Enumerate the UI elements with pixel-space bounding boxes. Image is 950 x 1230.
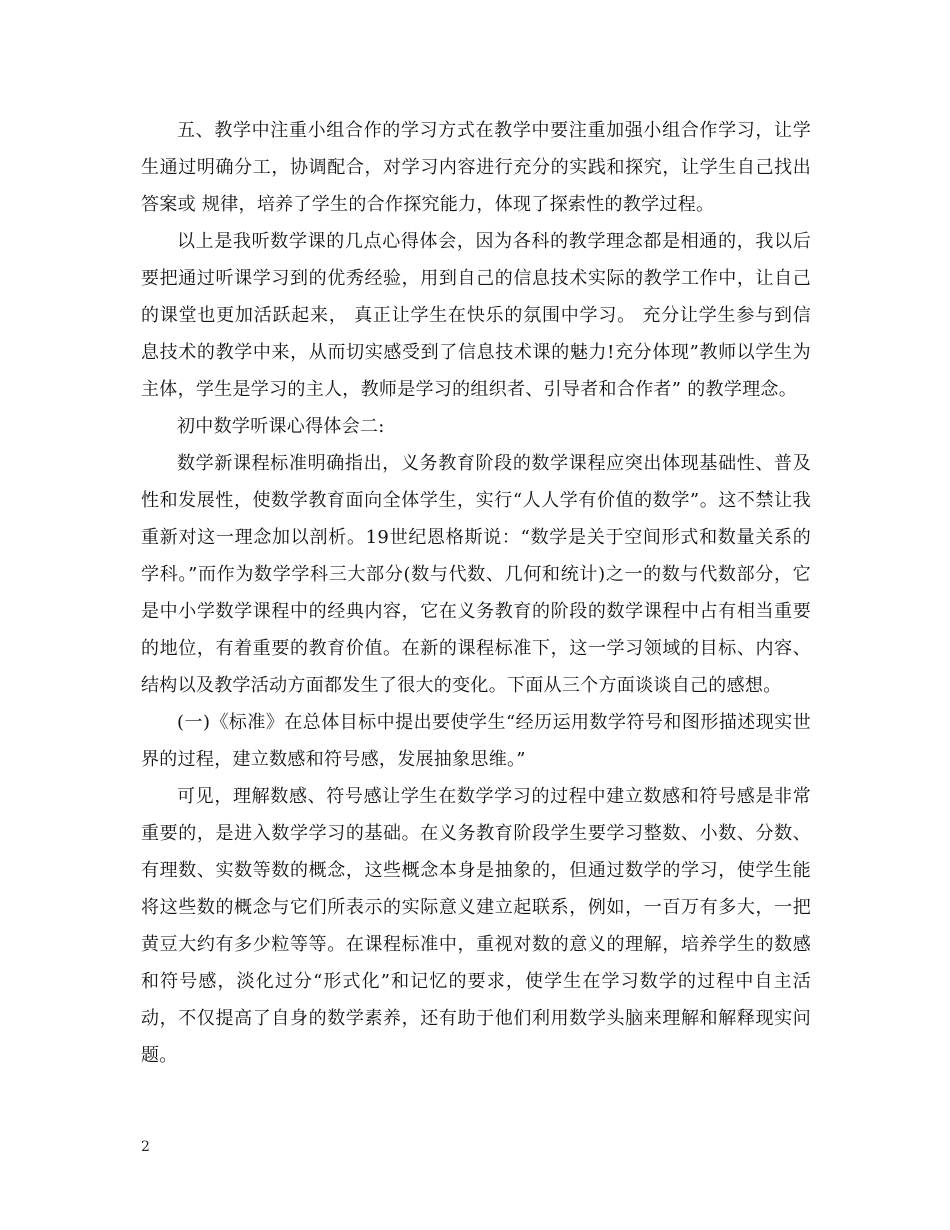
paragraph-summary: 以上是我听数学课的几点心得体会，因为各科的教学理念都是相通的，我以后要把通过听课学习到的优秀经验，用到自己的信息技术实际的教学工作中，让自己的课堂也更加活跃起来， 真正让学生在快乐的氛围中学习。 充分让学生参与到信息技术的教学中来，从而切实感受到了信息技术课的魅力!充分体现”教师以学生为主体，学生是学习的主人，教师是学习的组织者、引导者和合作者” 的教学理念。 xyxy=(141,231,811,400)
paragraph-number-sense: 可见，理解数感、符号感让学生在数学学习的过程中建立数感和符号感是非常重要的，是进入数学学习的基础。在义务教育阶段学生要学习整数、小数、分数、有理数、实数等数的概念，这些概念本身是抽象的，但通过数学的学习，使学生能将这些数的概念与它们所表示的实际意义建立起联系，例如，一百万有多大，一把黄豆大约有多少粒等等。在课程标准中，重视对数的意义的理解，培养学生的数感和符号感，淡化过分“形式化”和记忆的要求，使学生在学习数学的过程中自主活动，不仅提高了自身的数学素养，还有助于他们利用数学头脑来理解和解释现实问题。 xyxy=(141,786,811,1066)
page-number: 2 xyxy=(141,1139,150,1155)
paragraph-cooperative-learning: 五、教学中注重小组合作的学习方式在教学中要注重加强小组合作学习，让学生通过明确分工，协调配合，对学习内容进行充分的实践和探究，让学生自己找出答案或 规律，培养了学生的合作探究能力，体现了探索性的教学过程。 xyxy=(141,120,811,215)
document-body xyxy=(141,112,811,1074)
paragraph-curriculum-standard: 数学新课程标准明确指出，义务教育阶段的数学课程应突出体现基础性、普及性和发展性，使数学教育面向全体学生，实行“人人学有价值的数学”。这不禁让我重新对这一理念加以剖析。19世纪恩格斯说：“数学是关于空间形式和数量关系的学科。”而作为数学学科三大部分(数与代数、几何和统计)之一的数与代数部分，它是中小学数学课程中的经典内容，它在义务教育的阶段的数学课程中占有相当重要的地位，有着重要的教育价值。在新的课程标准下，这一学习领域的目标、内容、结构以及教学活动方面都发生了很大的变化。下面从三个方面谈谈自己的感想。 xyxy=(141,453,811,696)
paragraph-standard-goal: (一)《标准》在总体目标中提出要使学生“经历运用数学符号和图形描述现实世界的过程，建立数感和符号感，发展抽象思维。” xyxy=(141,712,811,770)
section-heading: 初中数学听课心得体会二: xyxy=(177,416,385,437)
